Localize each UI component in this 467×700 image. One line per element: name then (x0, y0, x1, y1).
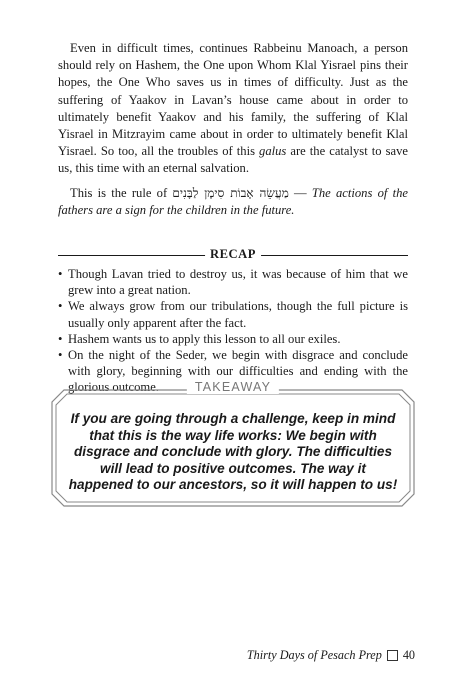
hebrew-quote: מַעֲשֵׂה אָבוֹת סִימָן לַבָּנִים (172, 185, 289, 200)
text-run: are the catalyst to save us, this time with an eternal salvation. (58, 144, 408, 176)
recap-heading: RECAP (205, 247, 261, 262)
page-footer (247, 648, 415, 663)
text-run: — (288, 185, 312, 200)
recap-list (58, 266, 408, 396)
text-run: Even in difficult times, continues Rabbeinu Manoach, a person should rely on Hashem, the One upon Whom Klal Yisrael pins their hopes, the One Who saves us in times of difficulty. Just as the suffering of Yaakov in Lavan’s house came about in order to ultimately benefit Yaakov and his family, the suffering of Klal Yisrael in Mitzrayim came about in order to ultimately benefit Klal Yisrael. So too, all the troubles of this (58, 41, 408, 159)
body-paragraph-2 (58, 185, 408, 219)
book-title: Thirty Days of Pesach Prep (246, 648, 382, 662)
takeaway-box (50, 380, 416, 508)
recap-item: • Hashem wants us to apply this lesson to all our exiles. (58, 331, 408, 347)
recap-item: • On the night of the Seder, we begin with disgrace and conclude with glory, beginning with our difficulties and ending with the glorious outcome. (58, 347, 408, 396)
body-paragraph-1 (58, 40, 408, 178)
page-content (58, 40, 408, 396)
takeaway-label: TAKEAWAY (187, 380, 279, 394)
recap-item: • We always grow from our tribulations, though the full picture is usually only apparent after the fact. (58, 298, 408, 330)
italic-text: The actions of the fathers are a sign for the children in the future. (58, 185, 408, 217)
square-icon (387, 650, 398, 661)
takeaway-text: If you are going through a challenge, keep in mind that this is the way life works: We begin with disgrace and conclude with glory. The difficulties will lead to positive outcomes. The way it happened to our ancestors, so it will happen to us! (68, 411, 398, 493)
italic-text: galus (259, 144, 287, 159)
recap-heading-rule (58, 248, 408, 262)
recap-item: • Though Lavan tried to destroy us, it was because of him that we grew into a great nation. (58, 266, 408, 298)
page-number: 40 (402, 648, 415, 662)
text-run: This is the rule of (70, 185, 173, 200)
